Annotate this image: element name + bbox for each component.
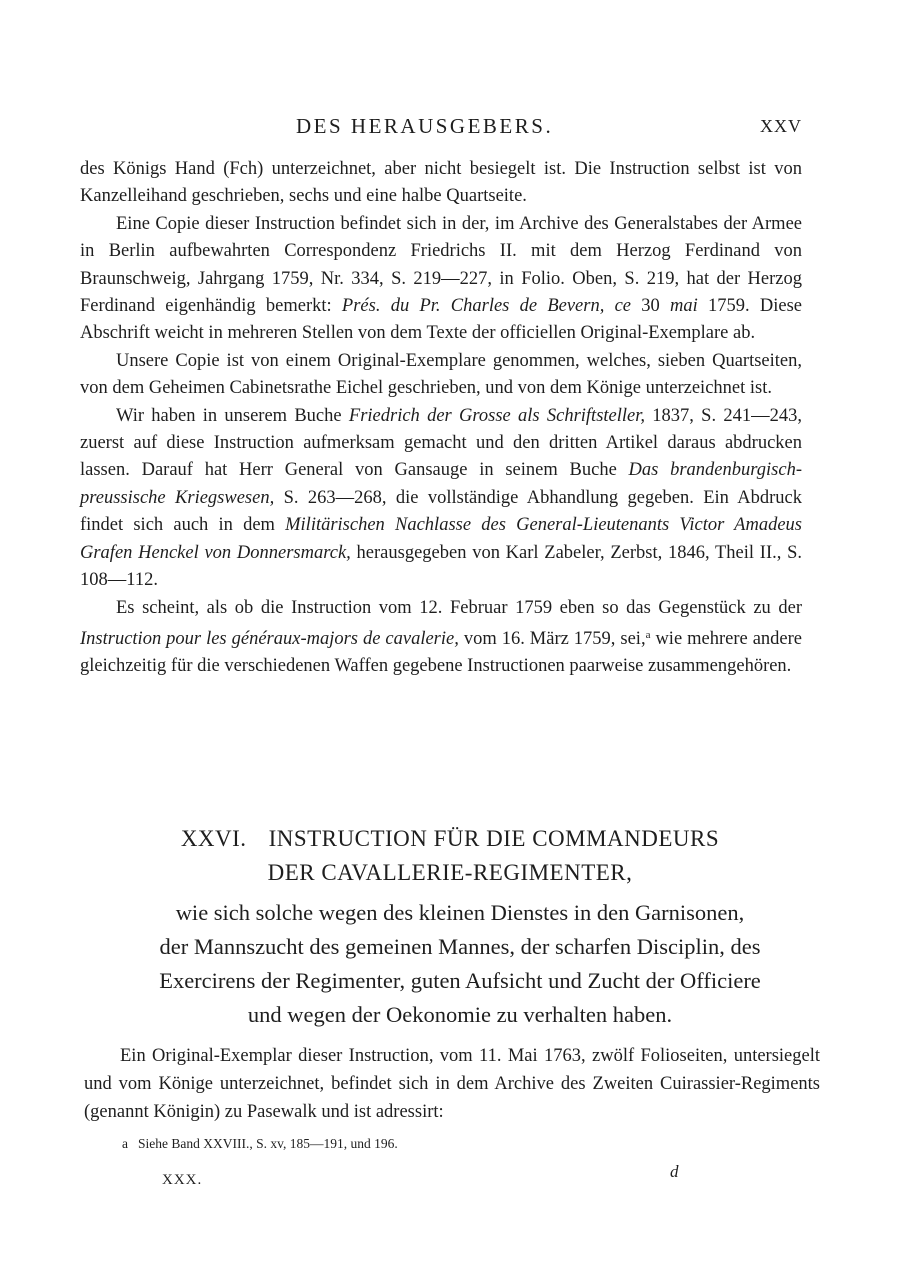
- section-heading-line-1: [80, 822, 820, 856]
- paragraph-5-italic-a: Instruction pour les généraux-majors de cavalerie,: [80, 628, 459, 649]
- footnote-mark: a: [122, 1136, 128, 1151]
- paragraph-4-italic-c: Militärischen Nachlasse des General-Lieutenants Victor Amadeus Grafen Henckel von Donnersmarck,: [80, 515, 802, 563]
- paragraph-4-text-b: 1837, S. 241—243, zuerst auf diese Instruction aufmerksam gemacht und den dritten Artikel daraus abdrucken lassen. Darauf hat Herr General von Gansauge in seinem Buche: [80, 405, 802, 481]
- page-number: XXV: [760, 116, 802, 136]
- closing-paragraph: Ein Original-Exemplar dieser Instruction, vom 11. Mai 1763, zwölf Folioseiten, untersiegelt und vom Könige unterzeichnet, befindet sich in dem Archive des Zweiten Cuirassier-Regiments (genannt Königin) zu Pasewalk und ist adressirt:: [84, 1046, 820, 1122]
- closing-block: [84, 1042, 820, 1126]
- paragraph-2-italic-a: Prés. du Pr. Charles de Bevern, ce: [341, 296, 631, 317]
- paragraph-4-text-c: S. 263—268, die vollständige Abhandlung gegeben. Ein Abdruck findet sich auch in dem: [80, 487, 802, 536]
- paragraph-2: [80, 211, 802, 348]
- paragraph-5: [80, 595, 802, 681]
- section-subtitle: [90, 896, 830, 1032]
- subtitle-line-4: und wegen der Oekonomie zu verhalten haben.: [247, 1002, 673, 1027]
- paragraph-4-text-a: Wir haben in unserem Buche: [116, 405, 349, 426]
- subtitle-line-1: wie sich solche wegen des kleinen Dienstes in den Garnisonen,: [175, 900, 745, 925]
- paragraph-4-text-d: herausgegeben von Karl Zabeler, Zerbst, 1846, Theil II., S. 108—112.: [80, 542, 802, 591]
- paragraph-1: des Königs Hand (Fch) unterzeichnet, aber nicht besiegelt ist. Die Instruction selbst ist von Kanzelleihand geschrieben, sechs und eine halbe Quartseite.: [80, 159, 802, 207]
- footnote-reference: a: [645, 628, 651, 641]
- signature-mark-right: d: [670, 1162, 679, 1181]
- paragraph-4: [80, 403, 802, 595]
- paragraph-2-text-b: 30: [631, 296, 670, 317]
- paragraph-3: Unsere Copie ist von einem Original-Exemplare genommen, welches, sieben Quartseiten, von dem Geheimen Cabinetsrathe Eichel geschrieben, und von dem Könige unterzeichnet ist.: [80, 350, 802, 399]
- paragraph-5-text-a: Es scheint, als ob die Instruction vom 12. Februar 1759 eben so das Gegenstück zu der: [116, 597, 802, 618]
- signature-mark-left: XXX.: [162, 1172, 203, 1188]
- paragraph-5-text-b: vom 16. März 1759, sei,: [458, 628, 646, 649]
- section-number: XXVI.: [180, 826, 247, 851]
- body-text: [80, 156, 802, 681]
- paragraph-2-text-c: 1759. Diese Abschrift weicht in mehreren Stellen von dem Texte der officiellen Original-Exemplare ab.: [80, 296, 802, 344]
- paragraph-4-italic-b: Das brandenburgisch-preussische Kriegswesen,: [80, 460, 802, 508]
- subtitle-line-3: Exercirens der Regimenter, guten Aufsicht und Zucht der Officiere: [159, 968, 761, 993]
- paragraph-2-italic-b: mai: [670, 296, 698, 317]
- section-title-line-1: INSTRUCTION FÜR DIE COMMANDEURS: [268, 826, 720, 851]
- paragraph-4-italic-a: Friedrich der Grosse als Schriftsteller,: [348, 405, 646, 426]
- running-head: [0, 114, 900, 144]
- section-heading: [80, 822, 820, 890]
- paragraph-2-text-a: Eine Copie dieser Instruction befindet sich in der, im Archive des Generalstabes der Armee in Berlin aufbewahrten Correspondenz Friedrichs II. mit dem Herzog Ferdinand von Braunschweig, Jahrgang 1759, Nr. 334, S. 219—227, in Folio. Oben, S. 219, hat der Herzog Ferdinand eigenhändig bemerkt:: [80, 213, 802, 317]
- subtitle-line-2: der Mannszucht des gemeinen Mannes, der scharfen Disciplin, des: [159, 934, 761, 959]
- running-head-title: DES HERAUSGEBERS.: [296, 114, 554, 138]
- section-title-line-2: DER CAVALLERIE-REGIMENTER,: [267, 860, 633, 885]
- footnote-text: Siehe Band XXVIII., S. xv, 185—191, und 196.: [138, 1136, 398, 1151]
- footnote: [122, 1136, 398, 1152]
- paragraph-5-text-c: wie mehrere andere gleichzeitig für die verschiedenen Waffen gegebene Instructionen paarweise zusammengehören.: [80, 628, 802, 677]
